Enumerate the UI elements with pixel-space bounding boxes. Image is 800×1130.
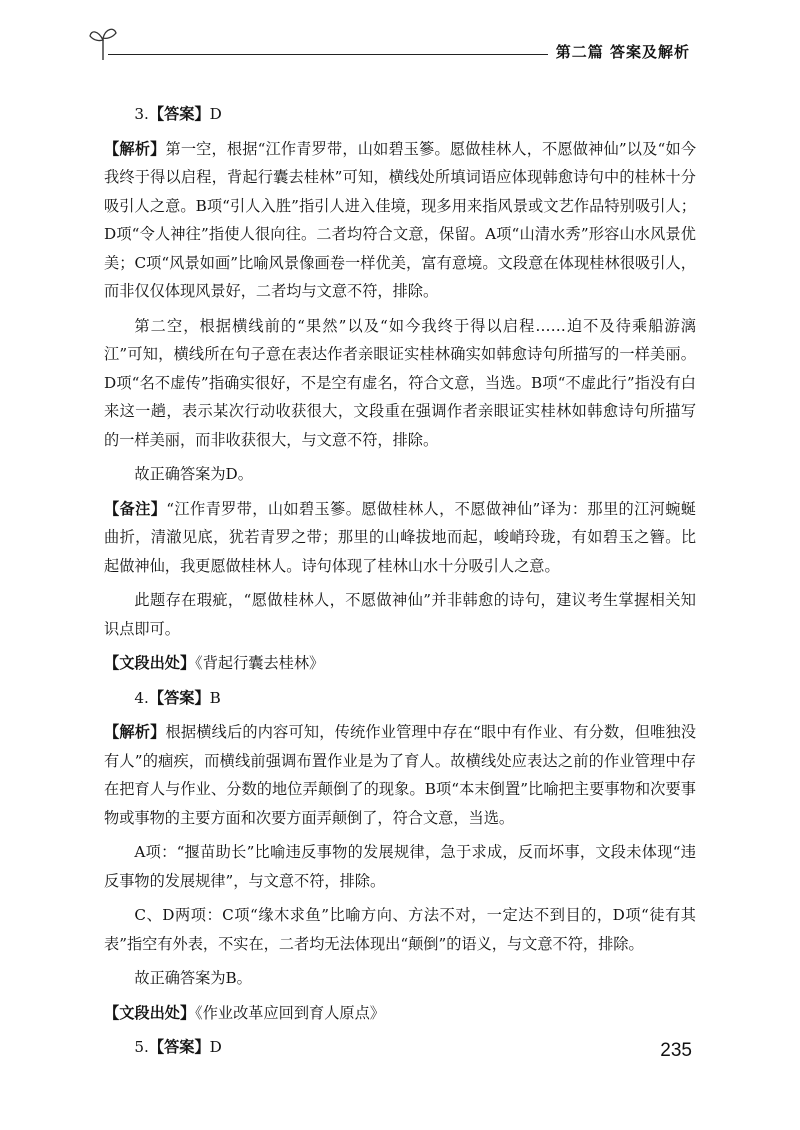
section-tag: 【文段出处】 [104,654,196,672]
paragraph-text: D [209,105,222,123]
paragraph [104,100,696,129]
paragraph-text: 此题存在瑕疵，“愿做桂林人，不愿做神仙”并非韩愈的诗句，建议考生掌握相关知识点即可。 [104,591,696,638]
section-tag: 【备注】 [104,499,167,518]
paragraph-text: 第二空，根据横线前的“果然”以及“如今我终于得以启程……迫不及待乘船游漓江”可知，横线所在句子意在表达作者亲眼证实桂林确实如韩愈诗句所描写的一样美丽。D项“名不虚传”指确实很好，不是空有虚名，符合文意，当选。B项“不虚此行”指没有白来这一趟，表示某次行动收获很大，文段重在强调作者亲眼证实桂林如韩愈诗句所描写的一样美丽，而非收获很大，与文意不符，排除。 [104,316,696,449]
page-number: 235 [660,1040,692,1061]
question-number: 4. [134,688,149,707]
paragraph [104,838,696,895]
paragraph [104,999,696,1028]
section-tag: 【解析】 [104,139,166,158]
paragraph-text: A项：“揠苗助长”比喻违反事物的发展规律，急于求成，反而坏事，文段未体现“违反事物的发展规律”，与文意不符，排除。 [104,843,696,890]
paragraph [104,495,696,581]
section-tag: 【答案】 [148,1038,210,1056]
header-title: 第二篇 答案及解析 [555,43,690,61]
paragraph-text: D [209,1038,222,1056]
paragraph-text: 根据横线后的内容可知，传统作业管理中存在“眼中有作业、有分数，但唯独没有人”的痼疾，而横线前强调布置作业是为了育人。故横线处应表达之前的作业管理中存在把育人与作业、分数的地位弄颠倒了的现象。B项“本末倒置”比喻把主要事物和次要事物或事物的主要方面和次要方面弄颠倒了，符合文意，当选。 [104,723,697,827]
paragraph [104,586,696,643]
section-tag: 【答案】 [148,688,210,707]
sprout-icon [88,22,118,62]
paragraph [104,964,696,993]
paragraph [104,460,696,489]
paragraph [104,684,696,713]
paragraph [104,649,696,678]
section-tag: 【答案】 [148,105,210,123]
paragraph-text: “江作青罗带，山如碧玉篸。愿做桂林人，不愿做神仙”译为：那里的江河蜿蜒曲折，清澈见底，犹若青罗之带；那里的山峰拔地而起，峻峭玲珑，有如碧玉之簪。比起做神仙，我更愿做桂林人。诗句体现了桂林山水十分吸引人之意。 [104,499,696,575]
paragraph-text: 《背起行囊去桂林》 [195,654,325,672]
section-tag: 【文段出处】 [104,1003,196,1022]
question-number: 5. [134,1038,149,1056]
paragraph-text: 《作业改革应回到育人原点》 [195,1003,385,1022]
paragraph [104,312,696,455]
header-rule [108,54,548,55]
section-tag: 【解析】 [104,723,166,741]
paragraph-text: B [209,688,221,707]
question-number: 3. [134,105,149,123]
paragraph-text: 第一空，根据“江作青罗带，山如碧玉篸。愿做桂林人，不愿做神仙”以及“如今我终于得以启程，背起行囊去桂林”可知，横线处所填词语应体现韩愈诗句中的桂林十分吸引人之意。B项“引人入胜”指引人进入佳境，现多用来指风景或文艺作品特别吸引人；D项“令人神往”指使人很向往。二者均符合文意，保留。A项“山清水秀”形容山水风景优美；C项“风景如画”比喻风景像画卷一样优美，富有意境。文段意在体现桂林很吸引人，而非仅仅体现风景好，二者均与文意不符，排除。 [104,139,697,300]
paragraph-text: 故正确答案为D。 [134,465,253,483]
paragraph [104,135,696,306]
page-header [0,0,800,80]
document-body [104,100,696,1068]
paragraph-text: C、D两项：C项“缘木求鱼”比喻方向、方法不对，一定达不到目的，D项“徒有其表”指空有外表，不实在，二者均无法体现出“颠倒”的语义，与文意不符，排除。 [104,906,696,953]
paragraph-text: 故正确答案为B。 [134,969,252,987]
paragraph [104,718,696,832]
paragraph [104,901,696,958]
paragraph [104,1033,696,1062]
